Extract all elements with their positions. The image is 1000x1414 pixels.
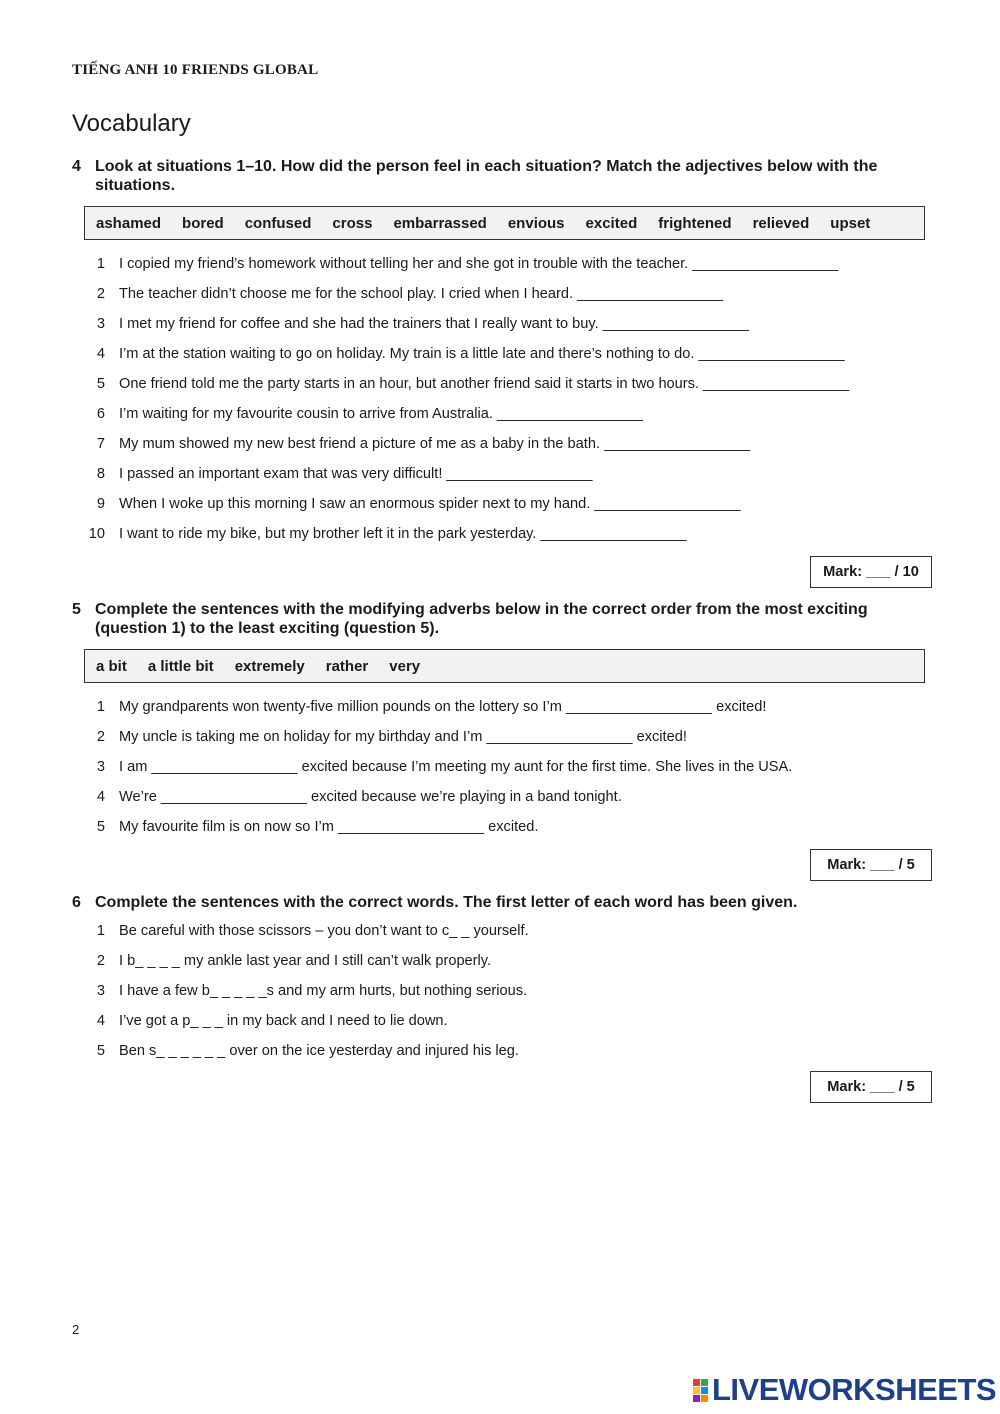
question-list [72,697,932,847]
question-text[interactable]: I b_ _ _ _ my ankle last year and I still can’t walk properly. [119,953,492,969]
word-bank [84,206,925,240]
question-number: 10 [88,526,105,542]
word-bank-item: ashamed [96,214,162,232]
question-number: 1 [96,699,105,715]
word-bank-item: upset [830,214,871,232]
question-item [72,314,932,344]
question-item [72,757,932,787]
question-item [72,524,932,554]
question-number: 4 [96,346,105,362]
question-item [72,1011,932,1041]
question-number: 1 [96,923,105,939]
question-text[interactable]: When I woke up this morning I saw an enormous spider next to my hand. __________________ [119,496,741,512]
word-bank-item: a little bit [147,657,214,675]
question-text[interactable]: I’m at the station waiting to go on holiday. My train is a little late and there’s nothing to do. __________________ [119,346,845,362]
question-number: 6 [96,406,105,422]
question-text[interactable]: My mum showed my new best friend a picture of me as a baby in the bath. __________________ [119,436,751,452]
question-number: 2 [96,953,105,969]
question-number: 1 [96,256,105,272]
question-number: 4 [96,1013,105,1029]
logo-cell [701,1387,708,1394]
question-text[interactable]: I’m waiting for my favourite cousin to arrive from Australia. __________________ [119,406,644,422]
exercise-4 [72,157,932,589]
exercise-instruction: Complete the sentences with the correct words. The first letter of each word has been given. [95,894,798,911]
word-bank-item: bored [182,214,224,232]
logo-grid-icon [693,1379,708,1402]
exercise-5 [72,600,932,884]
exercise-4-heading [72,157,932,195]
exercise-6-heading [72,893,932,912]
question-item [72,697,932,727]
logo-cell [693,1387,700,1394]
question-number: 3 [96,983,105,999]
question-text[interactable]: I want to ride my bike, but my brother left it in the park yesterday. __________________ [119,526,687,542]
question-item [72,254,932,284]
word-bank-item: excited [585,214,638,232]
question-number: 5 [96,376,105,392]
question-item [72,434,932,464]
question-number: 8 [96,466,105,482]
question-item [72,1041,932,1071]
question-text[interactable]: Ben s_ _ _ _ _ _ over on the ice yesterday and injured his leg. [119,1043,519,1059]
question-text[interactable]: I have a few b_ _ _ _ _s and my arm hurts, but nothing serious. [119,983,528,999]
logo-text: LIVEWORKSHEETS [712,1372,997,1407]
question-text[interactable]: We’re __________________ excited because we’re playing in a band tonight. [119,789,622,805]
question-item [72,374,932,404]
word-bank-item: relieved [752,214,810,232]
exercise-number: 5 [72,601,81,618]
question-text[interactable]: I’ve got a p_ _ _ in my back and I need to lie down. [119,1013,448,1029]
word-bank-item: envious [507,214,565,232]
question-item [72,404,932,434]
word-bank-item: very [389,657,421,675]
word-bank-item: embarrassed [393,214,487,232]
question-item [72,951,932,981]
exercise-5-heading [72,600,932,638]
question-number: 2 [96,286,105,302]
question-text[interactable]: My favourite film is on now so I’m __________________ excited. [119,819,539,835]
exercise-number: 4 [72,158,81,175]
liveworksheets-logo[interactable] [693,1372,996,1408]
logo-cell [693,1379,700,1386]
question-list [72,921,932,1071]
question-item [72,464,932,494]
question-number: 7 [96,436,105,452]
word-bank-item: rather [325,657,369,675]
question-item [72,981,932,1011]
question-number: 3 [96,759,105,775]
page-header: TIẾNG ANH 10 FRIENDS GLOBAL [72,62,319,78]
exercise-number: 6 [72,894,81,911]
question-number: 5 [96,1043,105,1059]
question-text[interactable]: My grandparents won twenty-five million pounds on the lottery so I’m __________________ excited! [119,699,767,715]
question-item [72,787,932,817]
logo-cell [693,1395,700,1402]
question-item [72,284,932,314]
exercise-instruction: Look at situations 1–10. How did the person feel in each situation? Match the adjectives below with the situations. [95,158,878,194]
logo-cell [701,1395,708,1402]
exercise-6 [72,893,932,1113]
question-text[interactable]: Be careful with those scissors – you don’t want to c_ _ yourself. [119,923,529,939]
question-text[interactable]: I passed an important exam that was very difficult! __________________ [119,466,593,482]
mark-box[interactable]: Mark: ___ / 10 [810,556,932,588]
question-item [72,817,932,847]
question-text[interactable]: I am __________________ excited because I’m meeting my aunt for the first time. She lives in the USA. [119,759,793,775]
question-text[interactable]: I copied my friend’s homework without telling her and she got in trouble with the teacher. __________________ [119,256,839,272]
question-number: 4 [96,789,105,805]
question-item [72,344,932,374]
question-item [72,921,932,951]
question-text[interactable]: I met my friend for coffee and she had the trainers that I really want to buy. __________________ [119,316,749,332]
word-bank [84,649,925,683]
mark-box[interactable]: Mark: ___ / 5 [810,1071,932,1103]
question-text[interactable]: My uncle is taking me on holiday for my birthday and I’m __________________ excited! [119,729,687,745]
section-title: Vocabulary [72,110,191,137]
exercise-instruction: Complete the sentences with the modifying adverbs below in the correct order from the most exciting (question 1) to the least exciting (question 5). [95,601,868,637]
question-text[interactable]: The teacher didn’t choose me for the school play. I cried when I heard. __________________ [119,286,724,302]
question-number: 2 [96,729,105,745]
word-bank-item: extremely [234,657,305,675]
question-item [72,727,932,757]
question-number: 9 [96,496,105,512]
word-bank-item: frightened [658,214,732,232]
question-number: 3 [96,316,105,332]
word-bank-item: a bit [96,657,127,675]
word-bank-item: confused [244,214,312,232]
mark-box[interactable]: Mark: ___ / 5 [810,849,932,881]
word-bank-item: cross [332,214,373,232]
question-item [72,494,932,524]
page-number: 2 [72,1322,80,1337]
question-text[interactable]: One friend told me the party starts in an hour, but another friend said it starts in two hours. __________________ [119,376,850,392]
logo-cell [701,1379,708,1386]
question-number: 5 [96,819,105,835]
question-list [72,254,932,554]
